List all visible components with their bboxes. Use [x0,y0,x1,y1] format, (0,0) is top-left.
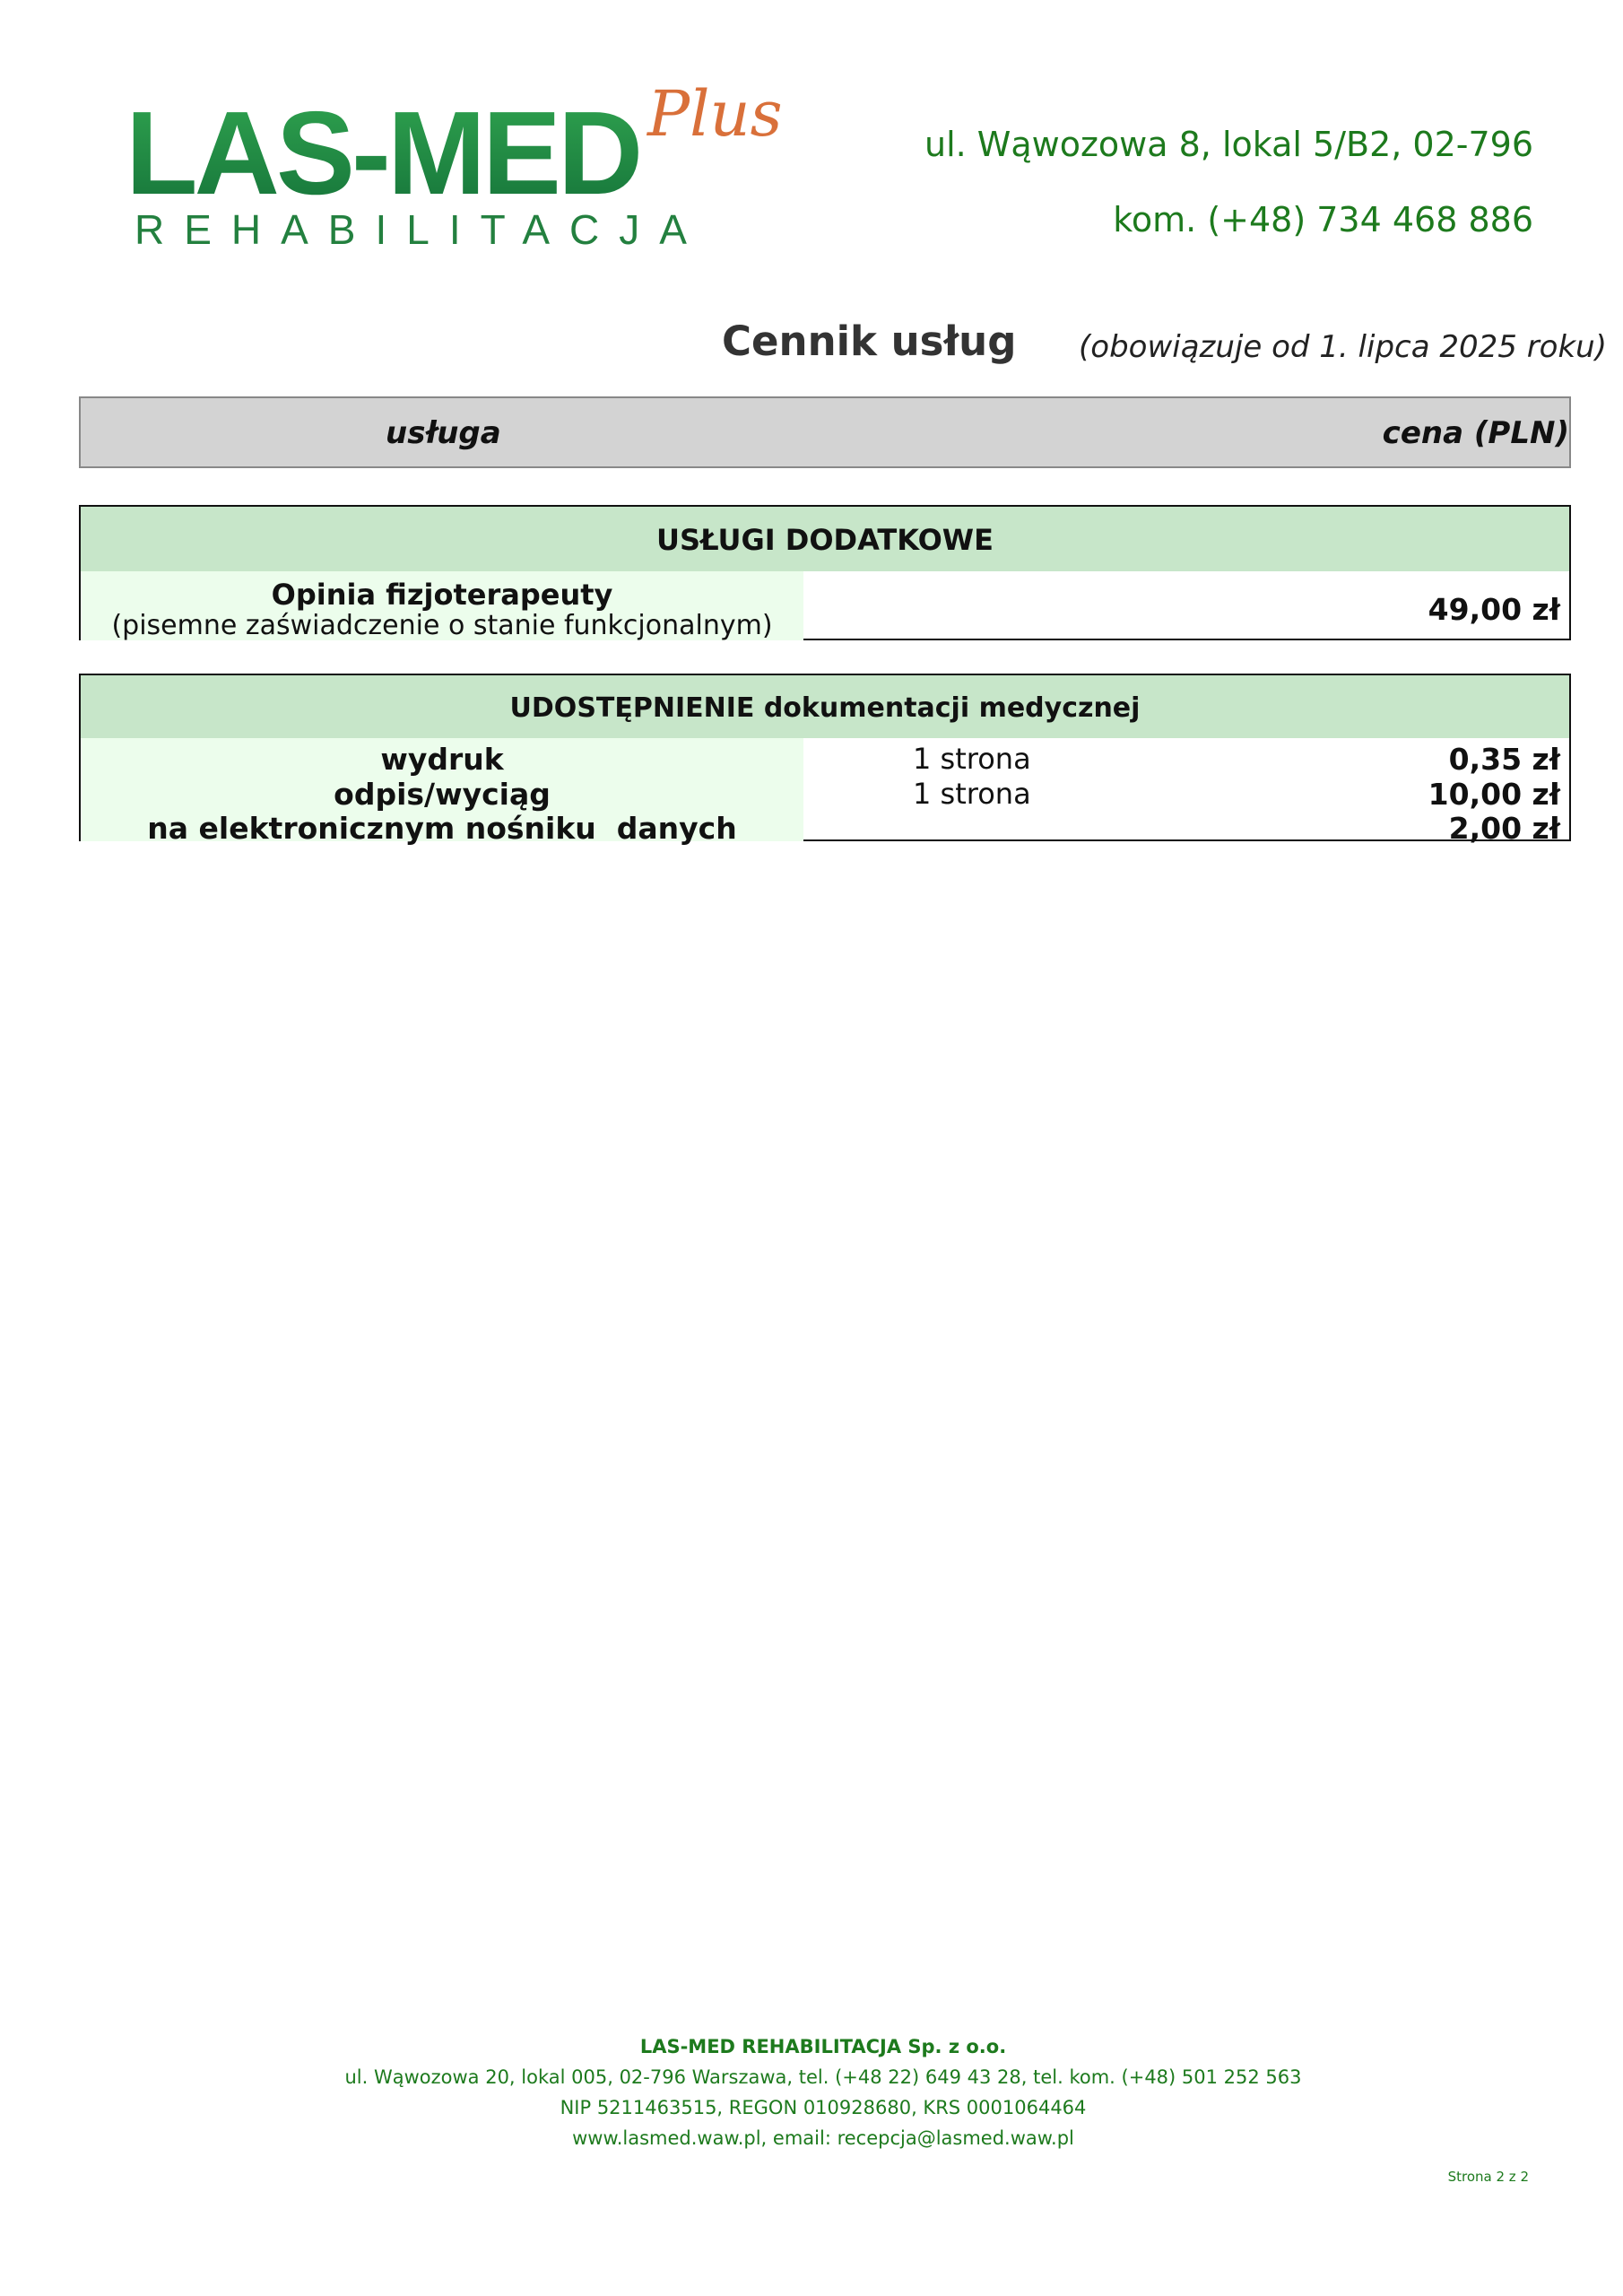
footer-address: ul. Wąwozowa 20, lokal 005, 02-796 Warszawa, tel. (+48 22) 649 43 28, tel. kom. (+48) 501 252 563 [344,2066,1302,2088]
header-phone: kom. (+48) 734 468 886 [1113,200,1533,239]
service-unit: 1 strona [913,742,1031,776]
service-name: Opinia fizjoterapeuty [271,578,613,612]
footer-company: LAS-MED REHABILITACJA Sp. z o.o. [639,2036,1007,2057]
validity-note: (obowiązuje od 1. lipca 2025 roku) [1079,329,1607,365]
logo-plus-script: Plus [647,77,783,151]
section-table-medical-documentation [79,674,1571,846]
service-name: na elektronicznym nośniku danych [147,811,737,846]
section-table-additional-services [79,505,1571,640]
page-number: Strona 2 z 2 [1447,2169,1529,2185]
service-price: 10,00 zł [1428,777,1560,812]
service-price: 0,35 zł [1448,742,1560,777]
footer-web-email: www.lasmed.waw.pl, email: recepcja@lasmed.waw.pl [572,2127,1074,2149]
footer-company-ids: NIP 5211463515, REGON 010928680, KRS 0001064464 [560,2097,1087,2118]
column-header-service: usługa [386,415,501,451]
section-heading: USŁUGI DODATKOWE [81,507,1569,571]
logo-wordmark: LAS-MED [126,87,640,219]
section-heading: UDOSTĘPNIENIE dokumentacji medycznej [81,675,1569,738]
service-name: wydruk [380,742,504,777]
service-name: odpis/wyciąg [334,777,551,812]
column-header-bar [79,396,1571,468]
service-unit: 1 strona [913,777,1031,811]
service-price: 49,00 zł [1428,592,1560,627]
column-header-price: cena (PLN) [1382,415,1569,451]
service-price: 2,00 zł [1448,811,1560,846]
page-title: Cennik usług [722,317,1017,365]
header-address: ul. Wąwozowa 8, lokal 5/B2, 02-796 [924,125,1533,164]
service-note: (pisemne zaświadczenie o stanie funkcjonalnym) [111,610,773,641]
logo-subtitle: REHABILITACJA [135,206,707,253]
